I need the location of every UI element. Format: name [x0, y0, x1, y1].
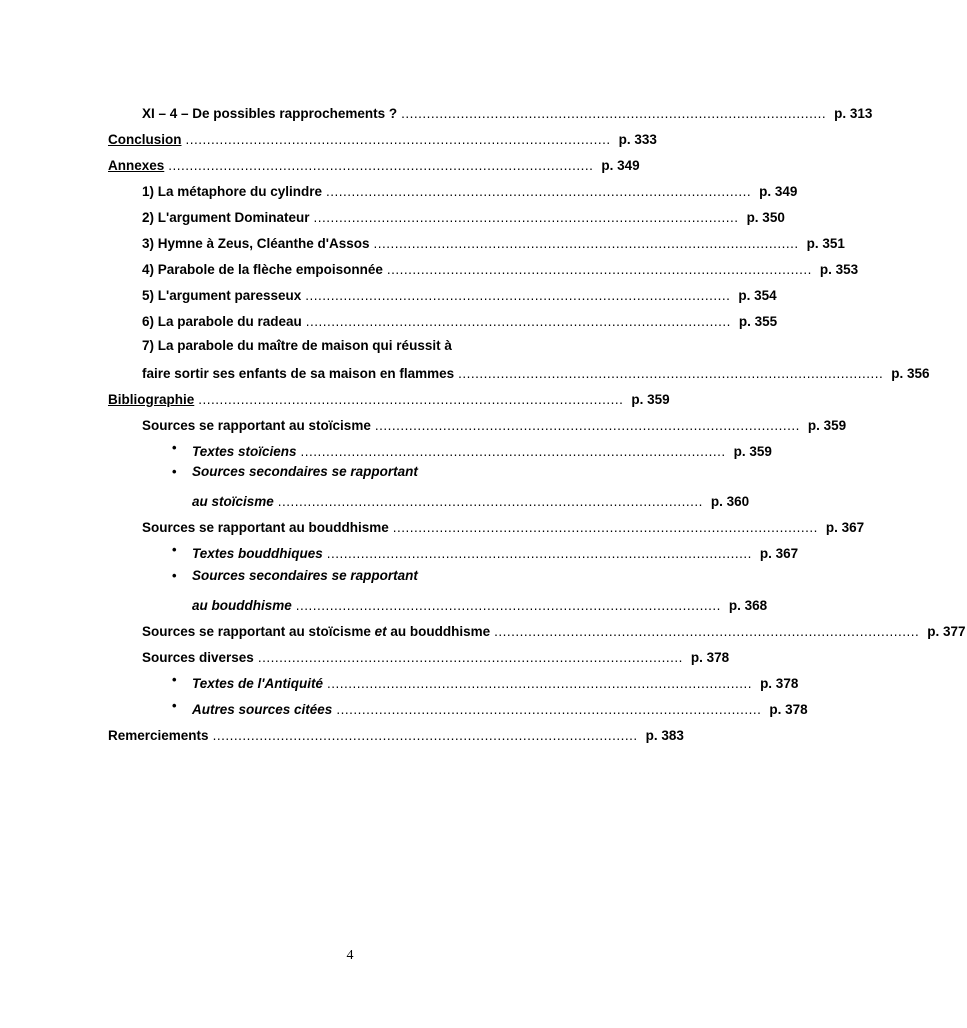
leader-dots: .................................................................................................... — [373, 236, 799, 251]
toc-entry-title: Textes de l'Antiquité — [192, 676, 323, 691]
toc-entry-page: p. 353 — [819, 262, 859, 277]
toc-entry — [108, 646, 730, 666]
toc-entry-title-line1: Sources secondaires se rapportant — [192, 568, 418, 583]
leader-dots: .................................................................................................... — [198, 392, 624, 407]
leader-dots: .................................................................................................... — [305, 288, 731, 303]
toc-entry-title: Sources diverses — [142, 650, 254, 665]
bullet-icon: • — [172, 568, 177, 583]
toc-entry-page: p. 333 — [618, 132, 657, 147]
toc-entry — [108, 542, 799, 562]
page-number: 4 — [346, 948, 354, 963]
toc-entry — [108, 362, 930, 382]
leader-dots: .................................................................................................... — [168, 158, 594, 173]
toc-entry — [108, 310, 778, 330]
toc-entry-page: p. 359 — [807, 418, 847, 433]
toc-entry-title-line2: au stoïcisme — [192, 494, 274, 509]
toc-entry-title: 3) Hymne à Zeus, Cléanthe d'Assos — [142, 236, 370, 251]
toc-entry-title: Remerciements — [108, 728, 209, 743]
toc-entry-page: p. 313 — [834, 106, 873, 121]
toc-entry-title-line1: 7) La parabole du maître de maison qui réussit à — [142, 338, 452, 353]
toc-entry-page: p. 378 — [769, 702, 808, 717]
toc-entry-title: 5) L'argument paresseux — [142, 288, 302, 303]
toc-entry-title-part3: au bouddhisme — [386, 624, 491, 639]
toc-entry-title-part2: et — [374, 624, 387, 639]
toc-entry — [108, 388, 670, 408]
bullet-icon: • — [172, 464, 177, 479]
toc-entry-title: Textes stoïciens — [192, 444, 297, 459]
toc-entry — [108, 284, 777, 304]
leader-dots: .................................................................................................... — [374, 418, 800, 433]
toc-entry-page: p. 359 — [631, 392, 670, 407]
toc-entry-page: p. 367 — [825, 520, 865, 535]
toc-entry-page: p. 354 — [738, 288, 777, 303]
toc-entry-title: Annexes — [108, 158, 165, 173]
leader-dots: .................................................................................................... — [295, 598, 721, 613]
leader-dots: .................................................................................................... — [494, 624, 920, 639]
toc-entry-title-line2: au bouddhisme — [192, 598, 292, 613]
toc-entry-title: 6) La parabole du radeau — [142, 314, 302, 329]
toc-entry-page: p. 378 — [760, 676, 799, 691]
toc-entry-page: p. 378 — [690, 650, 730, 665]
toc-entry-page: p. 359 — [733, 444, 772, 459]
toc-entry-page: p. 383 — [645, 728, 684, 743]
toc-entry-page: p. 367 — [759, 546, 799, 561]
toc-entry — [108, 128, 657, 148]
toc-entry — [108, 258, 859, 278]
toc-entry-title: 1) La métaphore du cylindre — [142, 184, 323, 199]
toc-entry-page: p. 368 — [728, 598, 768, 613]
leader-dots: .................................................................................................... — [313, 210, 739, 225]
toc-entry-title — [142, 624, 490, 640]
bullet-icon: • — [172, 698, 177, 713]
leader-dots: .................................................................................................... — [458, 366, 884, 381]
toc-entry — [108, 154, 640, 174]
leader-dots: .................................................................................................... — [257, 650, 683, 665]
toc-entry-title: Sources se rapportant au stoïcisme — [142, 418, 371, 433]
toc-entry-page: p. 349 — [601, 158, 640, 173]
toc-entry — [108, 672, 799, 692]
toc-entry-page: p. 350 — [746, 210, 785, 225]
bullet-icon: • — [172, 440, 177, 455]
leader-dots: .................................................................................................... — [326, 546, 752, 561]
toc-entry-title-line1: Sources secondaires se rapportant — [192, 464, 418, 479]
toc-entry — [108, 698, 808, 718]
leader-dots: .................................................................................................... — [386, 262, 812, 277]
toc-entry-page: p. 360 — [710, 494, 750, 509]
toc-entry-title: 4) Parabole de la flèche empoisonnée — [142, 262, 383, 277]
toc-entry-page: p. 355 — [738, 314, 778, 329]
toc-entry — [108, 594, 768, 614]
leader-dots: .................................................................................................... — [326, 184, 752, 199]
leader-dots: .................................................................................................... — [185, 132, 611, 147]
toc-entry-page: p. 351 — [806, 236, 845, 251]
leader-dots: .................................................................................................... — [305, 314, 731, 329]
toc-entry-title: Autres sources citées — [192, 702, 333, 717]
toc-entry-title: Bibliographie — [108, 392, 195, 407]
leader-dots: .................................................................................................... — [300, 444, 726, 459]
toc-entry — [108, 516, 865, 536]
toc-entry-page: p. 377 — [927, 624, 966, 639]
toc-entry — [108, 206, 785, 226]
bullet-icon: • — [172, 672, 177, 687]
toc-entry — [108, 490, 750, 510]
toc-entry — [108, 102, 873, 122]
leader-dots: .................................................................................................... — [336, 702, 762, 717]
toc-entry-page: p. 356 — [891, 366, 930, 381]
toc-entry — [108, 440, 772, 460]
toc-entry-title: Conclusion — [108, 132, 182, 147]
leader-dots: .................................................................................................... — [212, 728, 638, 743]
toc-entry-page: p. 349 — [759, 184, 798, 199]
toc-entry — [108, 724, 684, 744]
leader-dots: .................................................................................................... — [401, 106, 827, 121]
toc-entry — [108, 232, 845, 252]
toc-entry-title: Textes bouddhiques — [192, 546, 323, 561]
leader-dots: .................................................................................................... — [392, 520, 818, 535]
toc-entry-title-line2: faire sortir ses enfants de sa maison en flammes — [142, 366, 455, 381]
leader-dots: .................................................................................................... — [326, 676, 753, 691]
toc-entry-title: Sources se rapportant au bouddhisme — [142, 520, 389, 535]
toc-entry-title: 2) L'argument Dominateur — [142, 210, 310, 225]
toc-entry-title-part1: Sources se rapportant au stoïcisme — [142, 624, 375, 639]
leader-dots: .................................................................................................... — [277, 494, 703, 509]
toc-entry — [108, 180, 798, 200]
toc-entry — [108, 620, 966, 640]
bullet-icon: • — [172, 542, 177, 557]
toc-entry — [108, 414, 847, 434]
toc-entry-title: XI – 4 – De possibles rapprochements ? — [142, 106, 398, 121]
